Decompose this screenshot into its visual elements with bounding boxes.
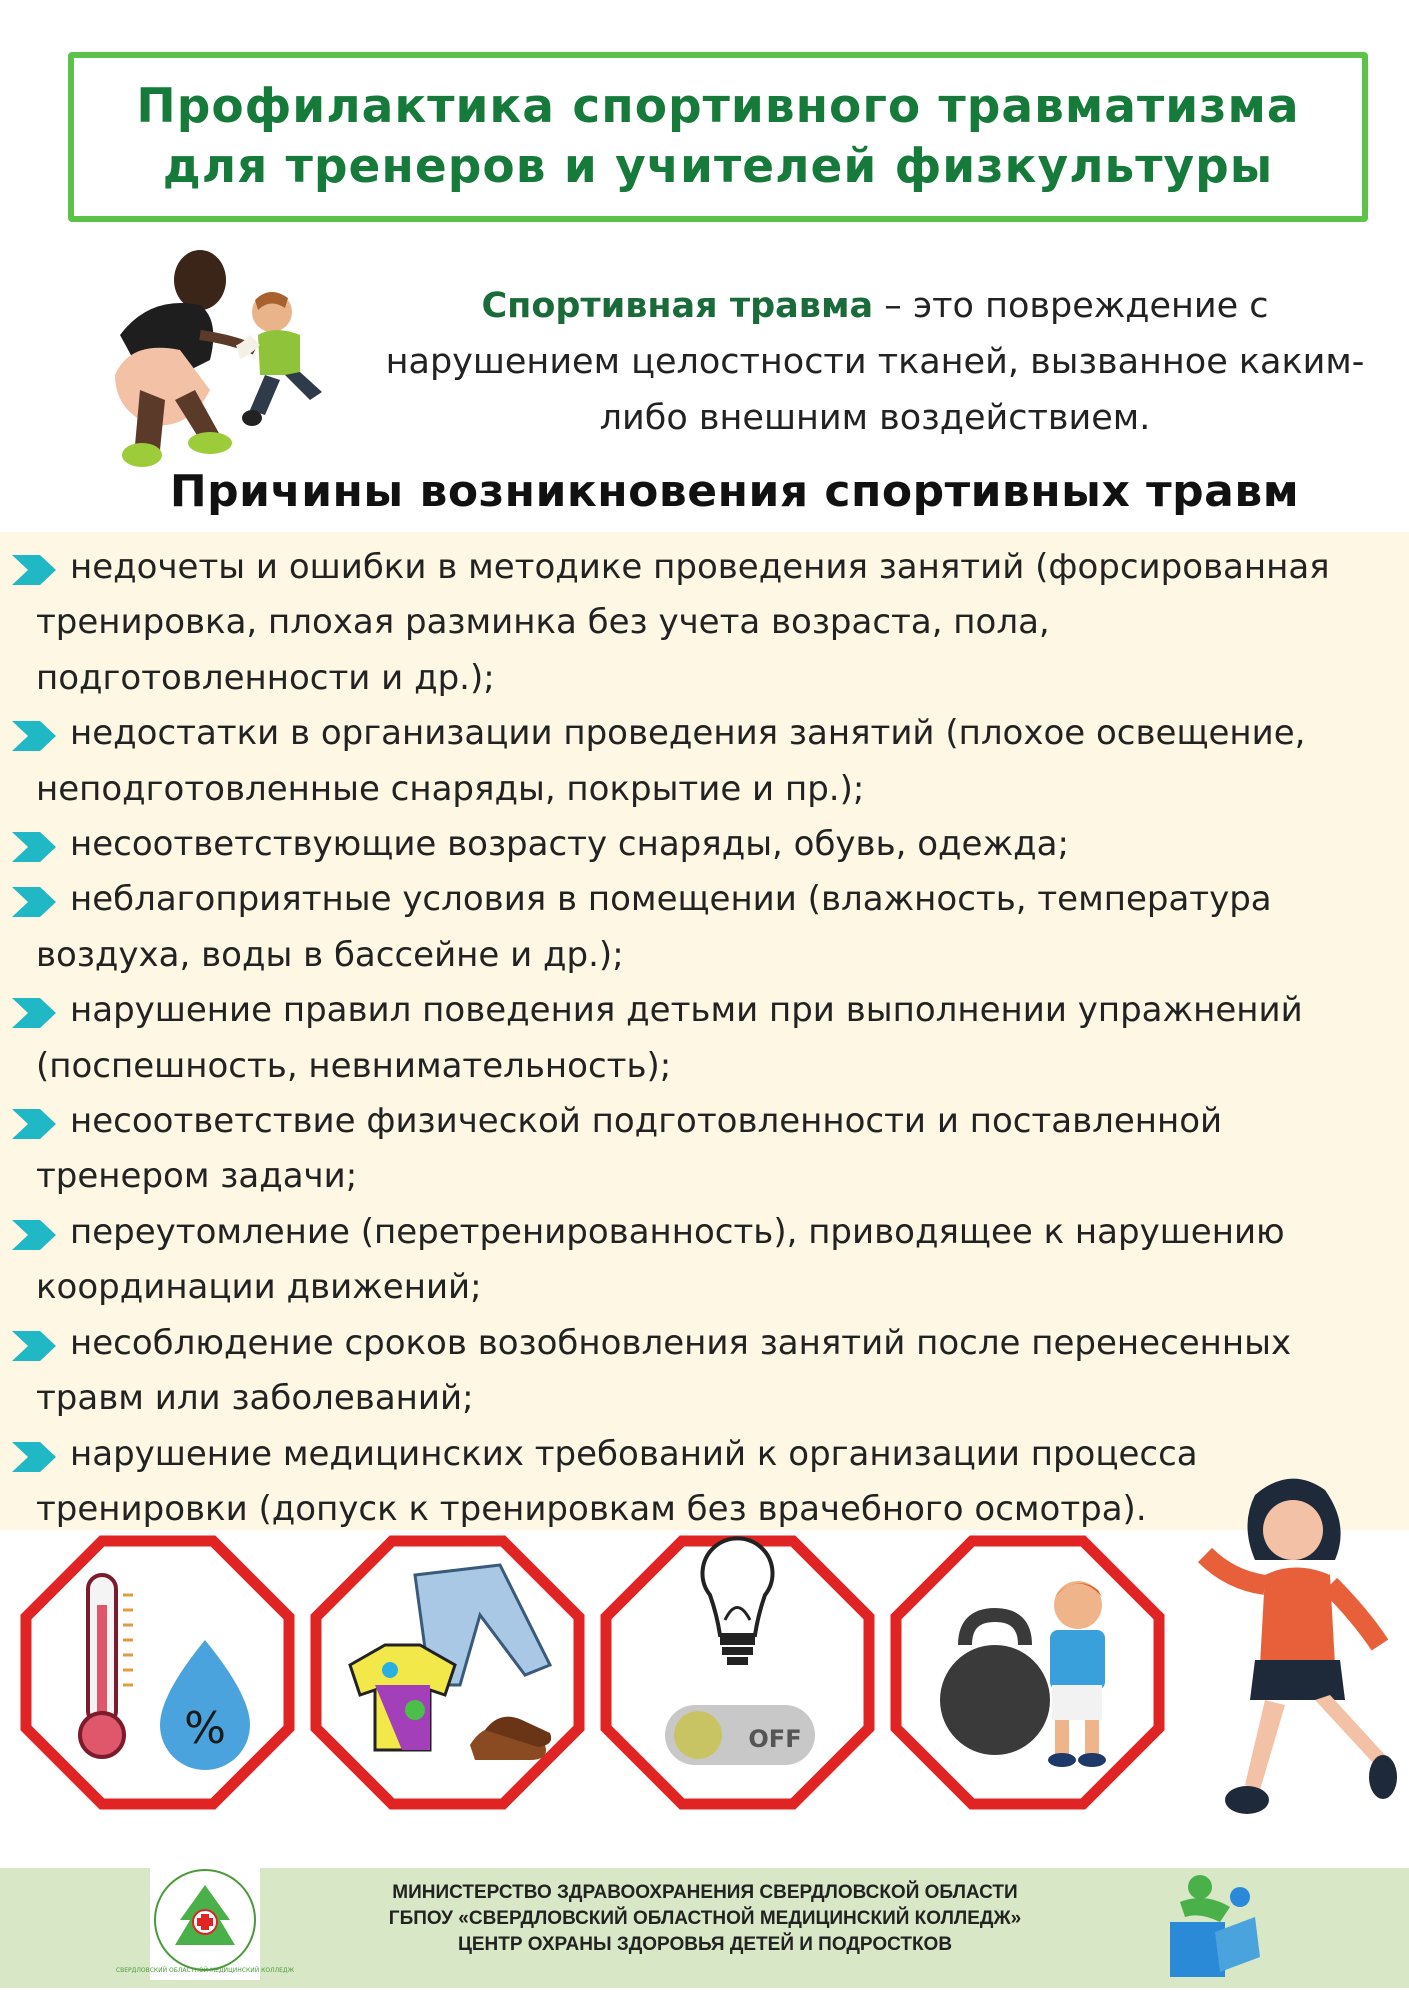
definition-term: Спортивная травма xyxy=(481,286,874,326)
list-item xyxy=(0,872,1409,983)
sign-clothing-footwear xyxy=(310,1535,585,1810)
college-seal-logo xyxy=(115,1860,295,1980)
sign-lighting xyxy=(600,1535,875,1810)
causes-panel xyxy=(0,532,1409,1530)
list-item xyxy=(0,1316,1409,1427)
sign-temperature-humidity xyxy=(20,1535,295,1810)
list-item xyxy=(0,1094,1409,1205)
chevron-right-icon xyxy=(10,1109,56,1139)
footer-line-3: ЦЕНТР ОХРАНЫ ЗДОРОВЬЯ ДЕТЕЙ И ПОДРОСТКОВ xyxy=(457,1934,953,1955)
list-item xyxy=(0,817,1409,872)
sign-overload xyxy=(890,1535,1165,1810)
running-girl-illustration xyxy=(1185,1465,1405,1865)
list-item xyxy=(0,706,1409,817)
chevron-right-icon xyxy=(10,887,56,917)
chevron-right-icon xyxy=(10,1331,56,1361)
causes-heading: Причины возникновения спортивных травм xyxy=(169,466,1300,517)
cause-text: неблагоприятные условия в помещении (влажность, температура воздуха, воды в бассейне и др.); xyxy=(36,879,1272,975)
humidity-label: % xyxy=(184,1703,226,1754)
footer-text xyxy=(280,1880,1130,1958)
footer-line-2: ГБПОУ «СВЕРДЛОВСКИЙ ОБЛАСТНОЙ МЕДИЦИНСКИЙ КОЛЛЕДЖ» xyxy=(388,1908,1022,1929)
cause-text: несоответствующие возрасту снаряды, обувь, одежда; xyxy=(70,824,1069,865)
seal-text: СВЕРДЛОВСКИЙ ОБЛАСТНОЙ МЕДИЦИНСКИЙ КОЛЛЕДЖ xyxy=(115,1967,295,1974)
chevron-right-icon xyxy=(10,832,56,862)
cause-text: недочеты и ошибки в методике проведения занятий (форсированная тренировка, плохая разминка без учета возраста, пола, подготовленности и др.); xyxy=(36,547,1330,698)
footer-line-1: МИНИСТЕРСТВО ЗДРАВООХРАНЕНИЯ СВЕРДЛОВСКОЙ ОБЛАСТИ xyxy=(392,1882,1018,1903)
chevron-right-icon xyxy=(10,1442,56,1472)
definition-dash: – xyxy=(873,286,913,326)
cause-text: несоответствие физической подготовленности и поставленной тренером задачи; xyxy=(36,1101,1223,1197)
definition-paragraph xyxy=(375,278,1375,446)
definition-text: это повреждение с нарушением целостности тканей, вызванное каким-либо внешним воздействием. xyxy=(385,286,1365,438)
switch-label: OFF xyxy=(748,1725,802,1753)
list-item xyxy=(0,540,1409,706)
chevron-right-icon xyxy=(10,721,56,751)
title-line-2: для тренеров и учителей физкультуры xyxy=(162,139,1274,194)
warning-signs-row xyxy=(20,1535,1200,1810)
cause-text: нарушение медицинских требований к организации процесса тренировки (допуск к тренировкам без врачебного осмотра). xyxy=(36,1433,1198,1529)
list-item xyxy=(0,1205,1409,1316)
title-frame xyxy=(68,52,1368,222)
title-line-1: Профилактика спортивного травматизма xyxy=(136,79,1300,134)
cause-text: несоблюдение сроков возобновления занятий после перенесенных травм или заболеваний; xyxy=(36,1322,1292,1419)
chevron-right-icon xyxy=(10,555,56,585)
coach-helping-child-illustration xyxy=(60,240,350,480)
chevron-right-icon xyxy=(10,998,56,1028)
cause-text: переутомление (перетренированность), приводящее к нарушению координации движений; xyxy=(36,1211,1285,1308)
list-item xyxy=(0,983,1409,1094)
cause-text: недостатки в организации проведения занятий (плохое освещение, неподготовленные снаряды, покрытие и пр.); xyxy=(36,713,1306,809)
chevron-right-icon xyxy=(10,1220,56,1250)
cause-text: нарушение правил поведения детьми при выполнении упражнений (поспешность, невнимательность); xyxy=(36,990,1303,1086)
health-center-logo xyxy=(1160,1862,1270,1987)
causes-list xyxy=(0,532,1409,1537)
